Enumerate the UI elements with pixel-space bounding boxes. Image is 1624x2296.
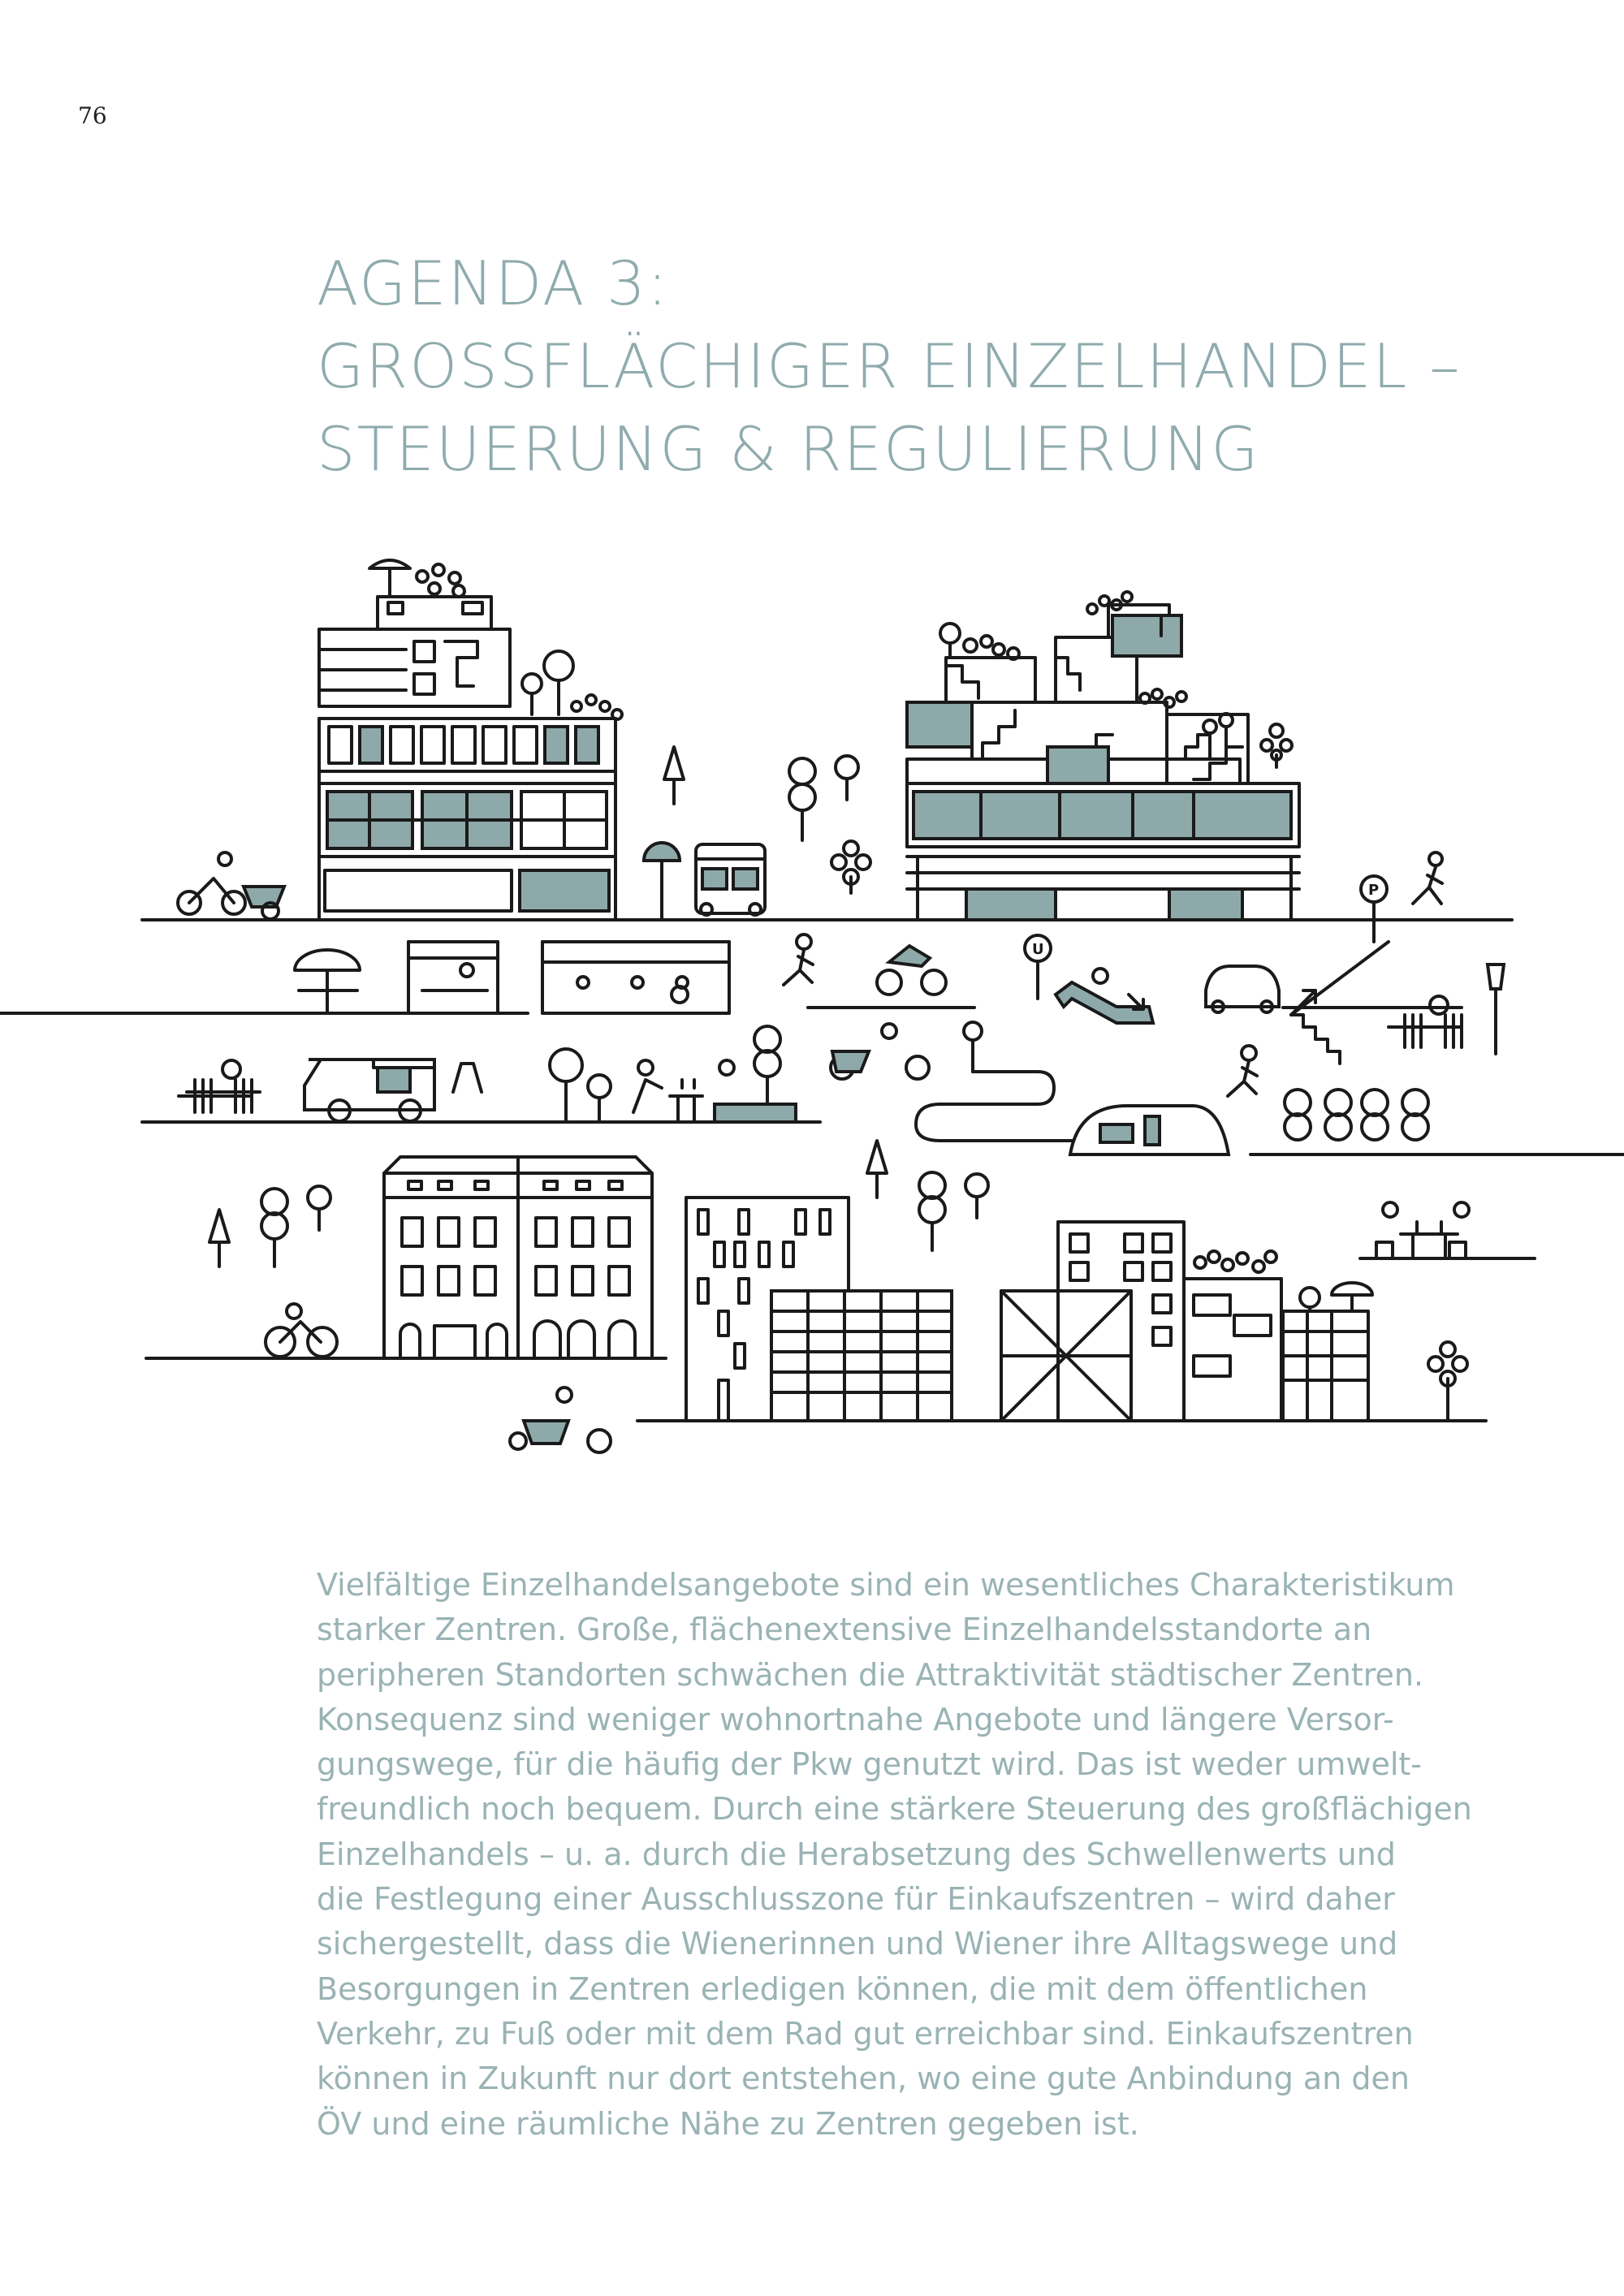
- modern-buildings-bottom: [510, 1141, 1469, 1452]
- body-line-3: peripheren Standorten schwächen die Attraktivität städtischer Zentren.: [317, 1656, 1424, 1693]
- body-line-2: starker Zentren. Große, flächenextensive Einzelhandelsstandorte an: [317, 1612, 1372, 1648]
- body-line-10: Besorgungen in Zentren erledigen können, die mit dem öffentlichen: [317, 1970, 1368, 2007]
- body-line-7: Einzelhandels – u. a. durch die Herabsetzung des Schwellenwerts und: [317, 1836, 1396, 1872]
- historic-buildings: [209, 1157, 652, 1358]
- title-line-3: STEUERUNG & REGULIERUNG: [317, 413, 1260, 485]
- body-text: [317, 1563, 1502, 2147]
- body-line-13: ÖV und eine räumliche Nähe zu Zentren gegeben ist.: [317, 2105, 1139, 2142]
- office-building-left: [319, 560, 622, 920]
- body-line-11: Verkehr, zu Fuß oder mit dem Rad gut erreichbar sind. Einkaufszentren: [317, 2015, 1414, 2052]
- page-title: [317, 242, 1462, 490]
- city-illustration: [0, 544, 1624, 1478]
- shopping-mall-right: [907, 592, 1299, 920]
- subway-sign-label: U: [1032, 941, 1044, 958]
- page-number: 76: [78, 102, 107, 129]
- street-details-row-3: [179, 1022, 1428, 1154]
- body-line-6: freundlich noch bequem. Durch eine stärkere Steuerung des großflächigen: [317, 1791, 1472, 1828]
- body-line-1: Vielfältige Einzelhandelsangebote sind ein wesentliches Charakteristikum: [317, 1567, 1455, 1603]
- body-line-8: die Festlegung einer Ausschlusszone für Einkaufszentren – wird daher: [317, 1881, 1395, 1918]
- body-line-5: gungswege, für die häufig der Pkw genutzt wird. Das ist weder umwelt-: [317, 1746, 1423, 1783]
- body-line-12: können in Zukunft nur dort entstehen, wo eine gute Anbindung an den: [317, 2061, 1410, 2097]
- body-line-9: sichergestellt, dass die Wienerinnen und Wiener ihre Alltagswege und: [317, 1926, 1398, 1962]
- street-details-row-2: [295, 934, 1504, 1064]
- parking-sign-label: P: [1368, 882, 1380, 899]
- title-line-2: GROSSFLÄCHIGER EINZELHANDEL –: [317, 330, 1462, 402]
- body-line-4: Konsequenz sind weniger wohnortnahe Angebote und längere Versor-: [317, 1701, 1394, 1737]
- title-line-1: AGENDA 3:: [317, 248, 670, 319]
